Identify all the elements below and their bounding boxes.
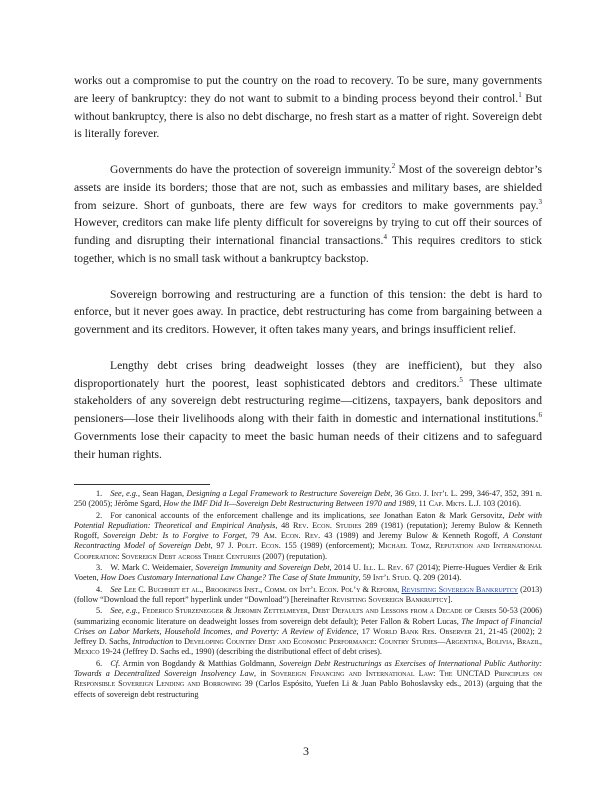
small-caps-text: Michael Tomz, Reputation and International Cooperation: Sovereign Debt across Three Centuries xyxy=(74,541,542,561)
italic-text: Cf. xyxy=(110,658,121,668)
text-run: 2. For canonical accounts of the enforcement challenge and its implications, xyxy=(96,510,370,520)
text-run: 1. xyxy=(96,489,111,498)
italic-text: Debt with Potential Repudiation: Theoretical and Empirical Analysis xyxy=(74,510,542,530)
text-run: , 48 xyxy=(275,520,293,530)
text-run: 4. xyxy=(96,584,111,594)
paragraph xyxy=(74,286,542,339)
text-run: This requires creditors to stick together, which is no small task without a bankruptcy backstop. xyxy=(74,234,542,265)
text-run: 209 (2014). xyxy=(421,573,462,583)
small-caps-text: World Bank Res. Observer xyxy=(373,626,472,636)
italic-text: See, e.g. xyxy=(110,489,138,498)
footnote-separator xyxy=(74,484,210,485)
small-caps-text: Int’l Stud. Q. xyxy=(372,573,422,583)
italic-text: See, e.g. xyxy=(110,606,138,616)
footnote-ref[interactable]: 2 xyxy=(391,162,396,171)
paragraph xyxy=(74,357,542,464)
text-run: Jonathan Eaton & Mark Gersovitz, xyxy=(380,510,509,520)
italic-text: A Constant Recontracting Model of Sovereign Debt xyxy=(74,531,542,551)
text-run: , 36 xyxy=(390,489,406,498)
italic-text: Sovereign Debt Restructurings as Exercises of International Public Authority: Towards a Decentralized Sovereign Insolvency Law xyxy=(74,658,542,679)
small-caps-text: Revisiting Sovereign Bankruptcy xyxy=(331,594,448,604)
page-number: 3 xyxy=(303,744,309,758)
hyperlink[interactable]: Revisiting Sovereign Bankruptcy xyxy=(401,584,519,594)
text-run: (2013) (follow “Download the full report” hyperlink under “Download”) [hereinafter xyxy=(74,584,543,604)
italic-text: The Impact of Financial Crises on Labor Markets, Household Incomes, and Poverty: A Review of Evidence xyxy=(74,616,542,636)
footnote-ref[interactable]: 3 xyxy=(538,197,542,206)
italic-text: See xyxy=(110,584,122,594)
text-run: Governments lose their capacity to meet the basic human needs of their citizens and to safeguard their human rights. xyxy=(74,429,542,461)
footnote-ref[interactable]: 4 xyxy=(383,233,387,242)
footnotes xyxy=(74,489,542,701)
text-run: Armin von Bogdandy & Matthias Goldmann, xyxy=(120,658,280,668)
text-run: 289 (1981) (reputation); Jeremy Bulow & Kenneth Rogoff, xyxy=(74,520,542,541)
italic-text: Designing a Legal Framework to Restructure Sovereign Debt xyxy=(186,489,391,498)
text-run: , xyxy=(137,606,143,616)
text-run: 155 (1989) (enforcement); xyxy=(280,541,379,551)
text-run: 21, 21-45 (2002); 2 Jeffrey D. Sachs, xyxy=(74,626,543,647)
text-run: 50-53 (2006) (summarizing economic literature on deadweight losses from sovereign debt default); Peter Fallon & Robert Lucas, xyxy=(74,606,543,626)
text-run: These ultimate stakeholders of any sovereign debt restructuring regime—citizens, taxpayers, bank depositors and pensioners—lose their livelihoods along with their faith in domestic and international institutions. xyxy=(74,376,542,426)
footnote xyxy=(74,606,542,657)
italic-text: How Does Customary International Law Change? The Case of State Immunity xyxy=(100,573,359,583)
italic-text: see xyxy=(369,510,381,520)
small-caps-text: Lee C. Buchheit et al., Brookings Inst., Comm. on Int’l Econ. Pol’y & Reform, xyxy=(123,584,402,594)
text-run: 43 (1989) and Jeremy Bulow & Kenneth Rogoff, xyxy=(320,531,504,541)
small-caps-text: Cap. Mkts. L.J. xyxy=(428,499,481,509)
footnote xyxy=(74,563,542,584)
small-caps-text: Sovereign Financing and International Law: The UNCTAD Principles on Responsible Sovereign Lending and Borrowing xyxy=(74,669,542,689)
text-run: Sovereign borrowing and restructuring are a function of this tension: the debt is hard to enforce, but it never goes away. In practice, debt restructuring has come from bargaining between a government and its creditors. However, it often takes many years, and brings insufficient relief. xyxy=(74,287,542,337)
text-run: , 59 xyxy=(358,573,373,583)
footnote xyxy=(74,511,542,562)
main-text xyxy=(74,72,542,464)
text-run: 5. xyxy=(96,606,111,616)
footnote-ref[interactable]: 6 xyxy=(538,411,542,420)
text-run: , 79 xyxy=(245,531,264,541)
italic-text: How the IMF Did It—Sovereign Debt Restructuring Between 1970 and 1989 xyxy=(163,499,415,509)
text-run: , in xyxy=(254,669,271,679)
footnote xyxy=(74,489,542,510)
text-run: , 97 xyxy=(210,541,229,551)
text-run: However, creditors can make life plenty difficult for sovereigns by trying to cut off their sources of funding and disrupting their international financial transactions. xyxy=(74,216,542,248)
small-caps-text: Geo. J. Int’l L. xyxy=(405,489,458,498)
small-caps-text: Developing Country Debt and Economic Performance: Country Studies—Argentina, Bolivia, Brazil, Mexico xyxy=(74,637,542,657)
text-run: 19-24 (Jeffrey D. Sachs ed., 1990) (describing the distributional effect of debt crises). xyxy=(99,647,382,657)
text-run: 39 (Carlos Espósito, Yuefen Li & Juan Pablo Bohoslavsky eds., 2013) (arguing that the effects of sovereign debt restructuring xyxy=(74,679,542,699)
footnote[interactable] xyxy=(74,585,542,606)
italic-text: Sovereign Debt: Is to Forgive to Forget xyxy=(103,531,246,541)
small-caps-text: Rev. Econ. Studies xyxy=(292,520,362,530)
small-caps-text: Am. Econ. Rev. xyxy=(263,531,321,541)
italic-text: Introduction xyxy=(132,637,174,647)
footnote xyxy=(74,659,542,700)
text-run: But without bankruptcy, there is also no debt discharge, no fresh start as a matter of right. Sovereign debt is literally forever. xyxy=(74,91,542,141)
text-run: to xyxy=(173,637,185,647)
small-caps-text: J. Polit. Econ. xyxy=(228,541,281,551)
text-run: Governments do have the protection of sovereign immunity. xyxy=(110,162,392,176)
paragraph xyxy=(74,72,542,143)
text-run: ]. xyxy=(447,594,453,604)
text-run: Most of the sovereign debtor’s assets are inside its borders; those that are not, such as embassies and military bases, are shielded from seizure. Short of gunboats, there are few ways for creditors to make governments pay. xyxy=(74,162,542,212)
text-run: works out a compromise to put the country on the road to recovery. To be sure, many governments are leery of bankruptcy: they do not want to submit to a binding process beyond their control. xyxy=(74,74,542,105)
small-caps-text: U. Ill. L. Rev. xyxy=(352,563,404,573)
text-run: , 2014 xyxy=(329,563,353,573)
text-run: , 11 xyxy=(414,499,429,509)
text-run: Lengthy debt crises bring deadweight losses (they are inefficient), but they also disproportionately hurt the poorest, least sophisticated debtors and creditors. xyxy=(74,358,542,390)
italic-text: Sovereign Immunity and Sovereign Debt xyxy=(195,563,330,573)
text-run: 3. W. Mark C. Weidemaier, xyxy=(96,563,196,573)
text-run: 67 (2014); Pierre-Hugues Verdier & Erik Voeten, xyxy=(74,563,542,583)
footnote-ref[interactable]: 5 xyxy=(459,375,463,384)
text-run: 6. xyxy=(96,658,111,668)
text-run: 299, 346-47, 352, 391 n. 250 (2005); Jérôme Sgard, xyxy=(74,489,543,509)
small-caps-text: Federico Sturzenegger & Jeromin Zettelmeyer, Debt Defaults and Lessons from a Decade of Crises xyxy=(142,606,497,616)
footnote-ref[interactable]: 1 xyxy=(518,90,522,99)
text-run: (2007) (reputation). xyxy=(260,551,328,561)
paragraph xyxy=(74,161,542,268)
text-run: 103 (2016). xyxy=(480,499,522,509)
text-run: , 17 xyxy=(356,626,374,636)
text-run: , Sean Hagan, xyxy=(137,489,187,498)
